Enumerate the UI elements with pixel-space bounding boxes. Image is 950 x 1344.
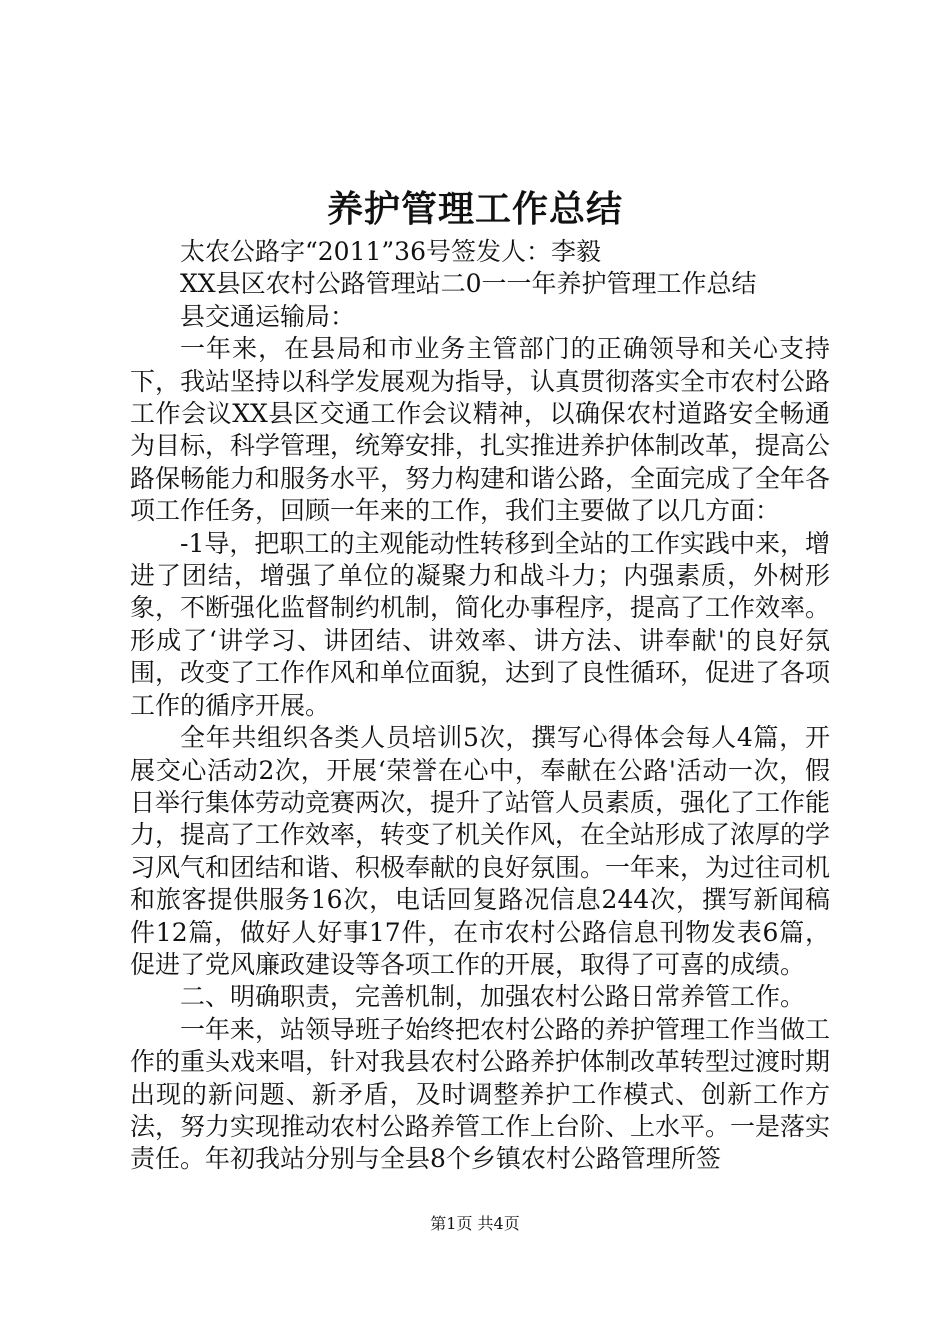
paragraph-training: 全年共组织各类人员培训5次，撰写心得体会每人4篇，开展交心活动2次，开展‘荣誉在心中，奉献在公路'活动一次，假日举行集体劳动竞赛两次，提升了站管人员素质，强化了工作能力，提高了工作效率，转变了机关作风，在全站形成了浓厚的学习风气和团结和谐、积极奉献的良好氛围。一年来，为过往司机和旅客提供服务16次，电话回复路况信息244次，撰写新闻稿件12篇，做好人好事17件，在市农村公路信息刊物发表6篇，促进了党风廉政建设等各项工作的开展，取得了可喜的成绩。 (130, 723, 831, 979)
report-subtitle: XX县区农村公路管理站二0一一年养护管理工作总结 (180, 269, 757, 299)
paragraph-team: -1导，把职工的主观能动性转移到全站的工作实践中来，增进了团结，增强了单位的凝聚力和战斗力；内强素质，外树形象，不断强化监督制约机制，简化办事程序，提高了工作效率。形成了‘讲学习、讲团结、讲效率、讲方法、讲奉献'的良好氛围，改变了工作作风和单位面貌，达到了良性循环，促进了各项工作的循序开展。 (130, 528, 831, 720)
section-heading-2: 二、明确职责，完善机制，加强农村公路日常养管工作。 (180, 982, 806, 1012)
page-number-footer: 第1页 共4页 (430, 1214, 520, 1233)
addressee: 县交通运输局： (180, 301, 356, 331)
document-title: 养护管理工作总结 (326, 188, 623, 230)
paragraph-maintenance: 一年来，站领导班子始终把农村公路的养护管理工作当做工作的重头戏来唱，针对我县农村公路养护体制改革转型过渡时期出现的新问题、新矛盾，及时调整养护工作模式、创新工作方法，努力实现推动农村公路养管工作上台阶、上水平。一是落实责任。年初我站分别与全县8个乡镇农村公路管理所签 (130, 1014, 831, 1174)
paragraph-intro: 一年来，在县局和市业务主管部门的正确领导和关心支持下，我站坚持以科学发展观为指导，认真贯彻落实全市农村公路工作会议XX县区交通工作会议精神，以确保农村道路安全畅通为目标，科学管理，统筹安排，扎实推进养护体制改革，提高公路保畅能力和服务水平，努力构建和谐公路，全面完成了全年各项工作任务，回顾一年来的工作，我们主要做了以几方面： (130, 334, 831, 526)
document-body (130, 236, 830, 1176)
doc-number-line: 太农公路字“2011”36号签发人：李毅 (180, 237, 601, 266)
